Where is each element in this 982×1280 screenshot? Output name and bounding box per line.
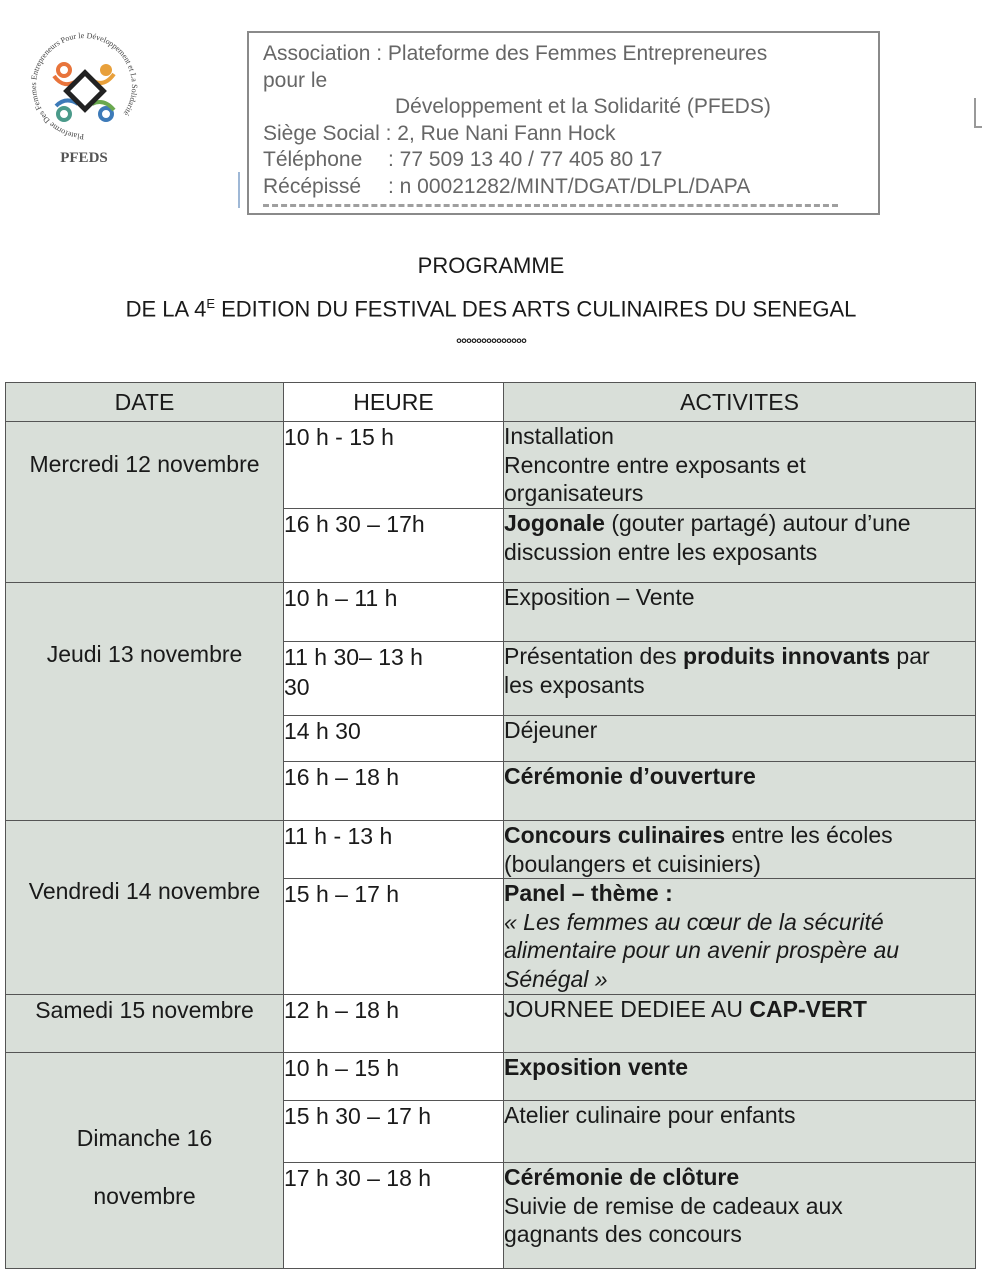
time-cell: 16 h – 18 h	[284, 762, 504, 821]
association-line-3: Développement et la Solidarité (PFEDS)	[395, 95, 771, 118]
programme-title: PROGRAMME	[417, 253, 565, 278]
activity-line: organisateurs	[504, 480, 644, 506]
telephone-label: Téléphone	[263, 148, 363, 171]
header-activites: ACTIVITES	[504, 383, 976, 422]
activity-line: discussion entre les exposants	[504, 538, 818, 565]
activity-line: gagnants des concours	[504, 1221, 742, 1247]
left-margin-mark	[238, 172, 240, 208]
activity-cell	[504, 995, 976, 1053]
association-line-1: Association : Plateforme des Femmes Entrepreneures	[263, 42, 768, 65]
time-cell: 17 h 30 – 18 h	[284, 1163, 504, 1269]
recepisse-value: : n 00021282/MINT/DGAT/DLPL/DAPA	[388, 174, 751, 198]
festival-title-rest: EDITION DU FESTIVAL DES ARTS CULINAIRES DU SENEGAL	[214, 296, 857, 322]
time-cell: 10 h – 11 h	[284, 583, 504, 642]
recepisse-line	[263, 174, 878, 201]
activity-cell	[504, 1163, 976, 1269]
activity-bold: Jogonale	[504, 510, 605, 536]
day-cell	[6, 1053, 284, 1269]
time-cell: 15 h – 17 h	[284, 879, 504, 995]
activity-line: les exposants	[504, 671, 645, 698]
day-cell	[6, 583, 284, 821]
activity-bold: Exposition vente	[504, 1054, 689, 1080]
day-label: Mercredi 12 novembre	[29, 451, 260, 477]
activity-cell: Déjeuner	[504, 716, 976, 762]
activity-italic-line: alimentaire pour un avenir prospère au	[504, 937, 900, 963]
activity-cell	[504, 642, 976, 716]
activity-line: Installation	[504, 423, 614, 449]
activity-bold: CAP-VERT	[749, 996, 867, 1022]
recepisse-label: Récépissé	[263, 174, 362, 198]
logo-emblem-icon	[14, 24, 154, 154]
svg-text:Plateforme Des Femmes Entrepre	[29, 31, 139, 141]
activity-text: par	[890, 643, 930, 669]
edition-superscript: E	[206, 296, 215, 311]
table-row	[6, 1053, 976, 1101]
cropped-email-line	[263, 204, 838, 215]
time-cell: 10 h – 15 h	[284, 1053, 504, 1101]
time-cell: 14 h 30	[284, 716, 504, 762]
day-cell	[6, 422, 284, 583]
pfeds-logo	[14, 24, 154, 174]
right-margin-mark	[974, 98, 982, 128]
activity-text: (gouter partagé) autour d’une	[604, 510, 911, 536]
day-label: Jeudi 13 novembre	[46, 641, 243, 667]
time-cell: 10 h - 15 h	[284, 422, 504, 509]
day-label: Samedi 15 novembre	[35, 997, 254, 1023]
activity-text: JOURNEE DEDIEE AU	[504, 996, 750, 1022]
telephone-line	[263, 147, 878, 174]
header-heure: HEURE	[284, 383, 504, 422]
table-row	[6, 821, 976, 879]
day-cell	[6, 995, 284, 1053]
siege-value: : 2, Rue Nani Fann Hock	[385, 121, 616, 145]
festival-title-prefix: DE LA 4	[125, 296, 207, 322]
activity-cell	[504, 762, 976, 821]
activity-cell	[504, 821, 976, 879]
activity-bold: produits innovants	[683, 643, 891, 669]
activity-cell: Exposition – Vente	[504, 583, 976, 642]
time-cell: 16 h 30 – 17h	[284, 509, 504, 583]
table-row	[6, 995, 976, 1053]
activity-bold: Cérémonie de clôture	[504, 1164, 740, 1190]
time-line: 30	[284, 674, 310, 700]
activity-cell	[504, 509, 976, 583]
programme-table	[5, 382, 976, 1269]
time-line: 11 h 30– 13 h	[284, 644, 423, 670]
activity-cell	[504, 879, 976, 995]
day-label: Vendredi 14 novembre	[28, 878, 261, 904]
day-label: Dimanche 16	[76, 1125, 213, 1151]
siege-label: Siège Social	[263, 121, 380, 145]
header-date: DATE	[6, 383, 284, 422]
activity-cell: Atelier culinaire pour enfants	[504, 1101, 976, 1163]
siege-social-line	[263, 121, 878, 148]
association-line-2: pour le	[263, 68, 328, 92]
activity-line: (boulangers et cuisiniers)	[504, 850, 761, 877]
time-cell: 12 h – 18 h	[284, 995, 504, 1053]
table-row	[6, 422, 976, 509]
activity-line: Suivie de remise de cadeaux aux	[504, 1192, 843, 1219]
festival-title	[0, 296, 982, 322]
logo-label: PFEDS	[60, 150, 108, 166]
activity-text: Présentation des	[504, 643, 684, 669]
table-row	[6, 583, 976, 642]
logo-ring-text: Plateforme Des Femmes Entrepreneurs Pour le Développement et La Solidarité	[28, 30, 140, 142]
decorative-dots: °°°°°°°°°°°°°°	[456, 336, 526, 353]
activity-italic-line: « Les femmes au cœur de la sécurité	[504, 908, 884, 935]
association-info-box	[247, 31, 880, 215]
activity-italic-line: Sénégal »	[504, 965, 608, 992]
telephone-value: : 77 509 13 40 / 77 405 80 17	[388, 148, 663, 171]
activity-cell	[504, 422, 976, 509]
activity-text: entre les écoles	[725, 822, 893, 848]
day-cell	[6, 821, 284, 995]
time-cell	[284, 642, 504, 716]
table-header-row	[6, 383, 976, 422]
day-label: novembre	[93, 1183, 196, 1209]
activity-bold: Panel – thème :	[504, 880, 673, 906]
time-cell: 15 h 30 – 17 h	[284, 1101, 504, 1163]
activity-bold: Cérémonie d’ouverture	[504, 763, 756, 789]
time-cell: 11 h - 13 h	[284, 821, 504, 879]
activity-cell	[504, 1053, 976, 1101]
activity-bold: Concours culinaires	[504, 822, 726, 848]
activity-line: Rencontre entre exposants et	[504, 451, 806, 478]
